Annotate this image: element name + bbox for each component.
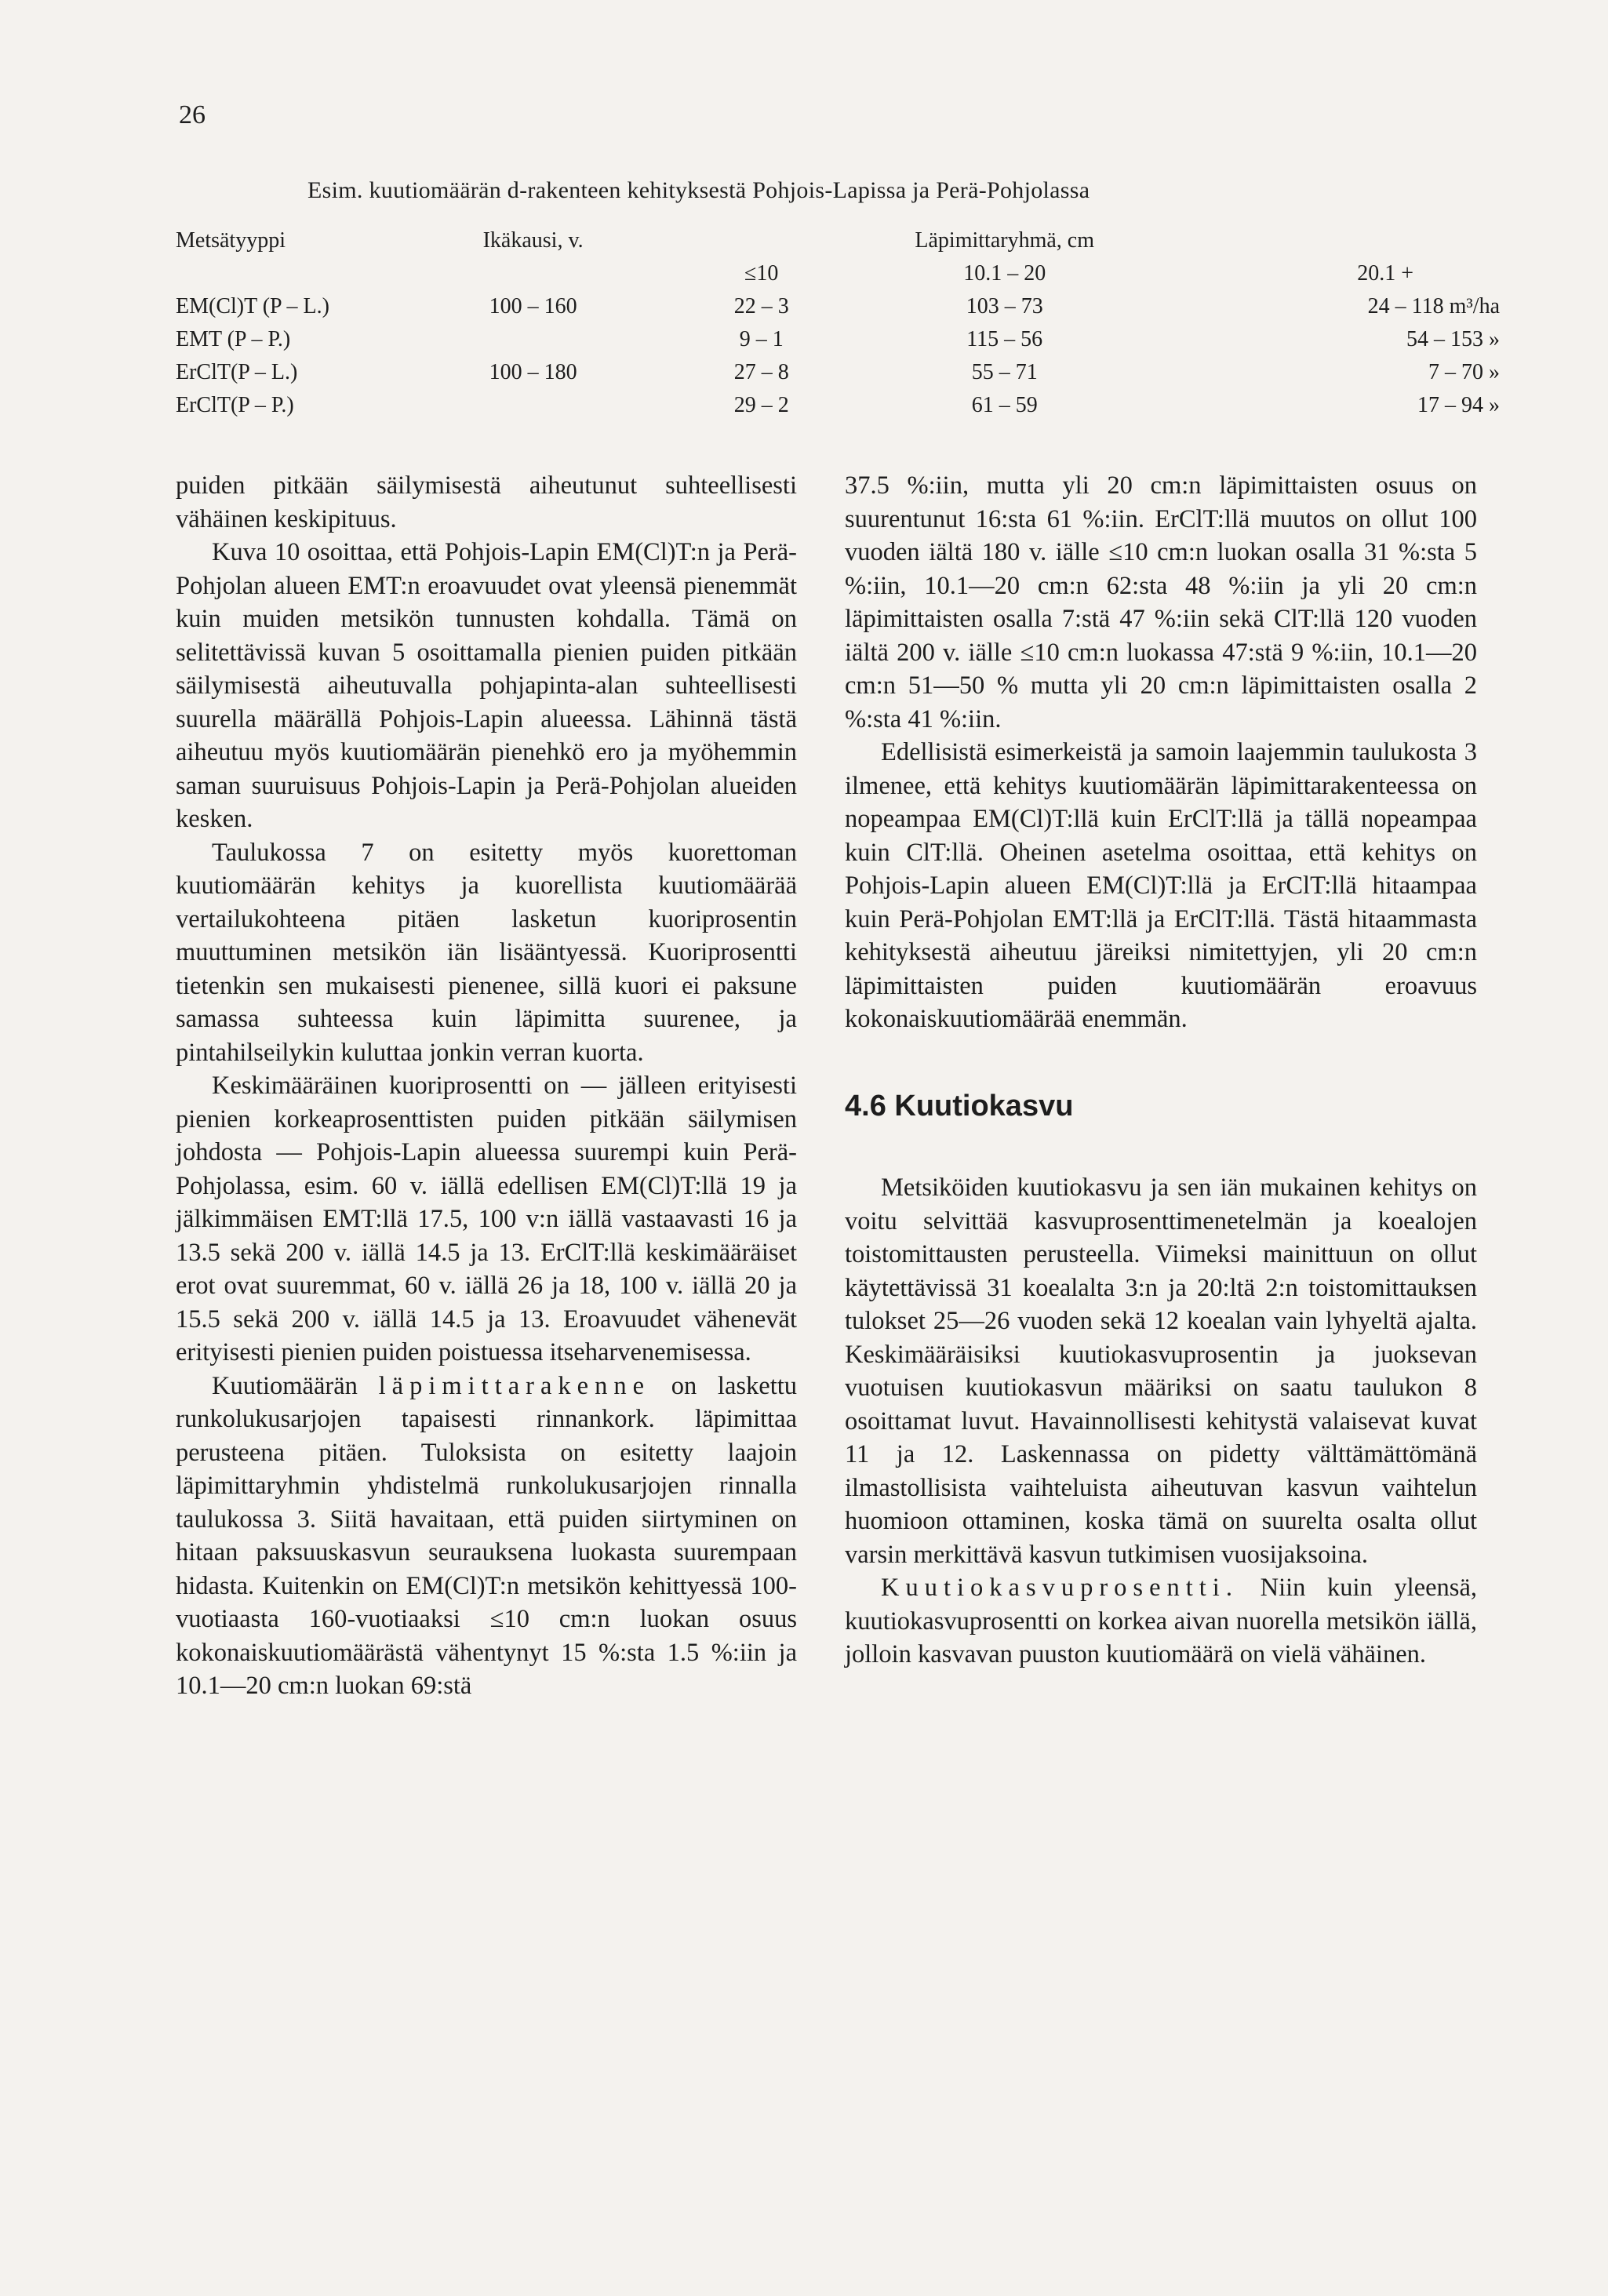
subheader-d2: 10.1 – 20 <box>963 261 1046 286</box>
section-heading: 4.6 Kuutiokasvu <box>845 1089 1074 1123</box>
header-diameter-group: Läpimittaryhmä, cm <box>915 228 1094 253</box>
spaced-term: läpimittarakenne <box>378 1371 651 1400</box>
row-d2: 115 – 56 <box>966 327 1043 351</box>
row-d1: 22 – 3 <box>733 294 789 318</box>
row-age <box>423 389 643 422</box>
row-d2: 55 – 71 <box>971 360 1038 384</box>
table-header-row <box>176 224 1500 257</box>
table-row <box>176 389 1500 422</box>
paragraph-body: Niin kuin yleensä, kuutiokasvuprosentti on korkea aivan nuorella metsikön iällä, jolloin kasvavan puuston kuutiomäärä on vielä vähäinen. <box>845 1574 1478 1668</box>
row-d3: 17 – 94 » <box>1417 393 1500 417</box>
table-row <box>176 290 1500 323</box>
paragraph: Kuva 10 osoittaa, että Pohjois-Lapin EM(Cl)T:n ja Perä-Pohjolan alueen EMT:n eroavuudet ovat yleensä pienemmät kuin muiden metsikön tunnusten kohdalla. Tämä on selitettävissä kuvan 5 osoittamalla pienien puiden pitkään säilymisestä aiheutuvalla pohjapinta-alan suhteellisesti suurella määrällä Pohjois-Lapin alueessa. Lähinnä tästä aiheutuu myös kuutiomäärän pienehkö ero ja myöhemmin saman suuruisuus Pohjois-Lapin ja Perä-Pohjolan alueiden kesken. <box>176 538 797 833</box>
paragraph: Keskimääräinen kuoriprosentti on — jälleen erityisesti pienien korkeaprosenttisten puiden pitkään säilymisen johdosta — Pohjois-Lapin alueessa suurempi kuin Perä-Pohjolassa, esim. 60 v. iällä edellisen EM(Cl)T:llä 19 ja jälkimmäisen EMT:llä 17.5, 100 v:n iällä vastaavasti 16 ja 13.5 sekä 200 v. iällä 14.5 ja 13. ErClT:llä keskimääräiset erot ovat suuremmat, 60 v. iällä 26 ja 18, 100 v. iällä 20 ja 15.5 sekä 200 v. iällä 14.5 ja 13. Eroavuudet vähenevät erityisesti pienien puiden poistuessa itseharvenemisessa. <box>176 1072 797 1366</box>
paragraph <box>845 1571 1477 1672</box>
row-age: 100 – 180 <box>489 360 577 384</box>
header-age-class: Ikäkausi, v. <box>482 228 584 253</box>
row-d2: 61 – 59 <box>971 393 1038 417</box>
subheader-d3: 20.1 + <box>1357 261 1413 286</box>
table-row <box>176 356 1500 389</box>
row-d1: 29 – 2 <box>733 393 789 417</box>
paragraph-body: on laskettu runkolukusarjojen tapaisesti rinnankork. läpimittaa perusteena pitäen. Tuloksista on esitetty laajoin läpimittaryhmin yhdistelmä runkolukusarjojen rinnalla taulukossa 3. Siitä havaitaan, että puiden siirtyminen on hitaan paksuuskasvun seurauksena luokasta suurempaan hidasta. Kuitenkin on EM(Cl)T:n metsikön kehittyessä 100-vuotiaasta 160-vuotiaaksi ≤10 cm:n luokan osuus kokonaiskuutiomäärästä vähentynyt 15 %:sta 1.5 %:iin ja 10.1—20 cm:n luokan 69:stä <box>176 1371 798 1700</box>
row-d1: 27 – 8 <box>733 360 789 384</box>
row-d3: 24 – 118 m³/ha <box>1367 294 1500 318</box>
row-d3: 54 – 153 » <box>1406 327 1500 351</box>
row-type: ErClT(P – L.) <box>176 360 298 384</box>
right-column <box>845 469 1477 1672</box>
paragraph: puiden pitkään säilymisestä aiheutunut suhteellisesti vähäinen keskipituus. <box>176 471 797 533</box>
row-age <box>423 323 643 356</box>
paragraph: Taulukossa 7 on esitetty myös kuorettoman kuutiomäärän kehitys ja kuorellista kuutiomäärää vertailukohteena pitäen lasketun kuoriprosentin muuttuminen metsikön iän lisääntyessä. Kuoriprosentti tietenkin sen mukaisesti pienenee, sillä kuori ei paksune samassa suhteessa kuin läpimitta suurenee, ja pintahilseilykin kuluttaa jonkin verran kuorta. <box>176 838 797 1067</box>
left-column <box>176 469 797 1703</box>
table-row <box>176 323 1500 356</box>
paragraph: 37.5 %:iin, mutta yli 20 cm:n läpimittaisten osuus on suurentunut 16:sta 61 %:iin. ErClT:llä muutos on ollut 100 vuoden iältä 180 v. iälle ≤10 cm:n luokan osalla 31 %:sta 5 %:iin, 10.1—20 cm:n 62:sta 48 %:iin ja yli 20 cm:n läpimittaisten osalla 7:stä 47 %:iin sekä ClT:llä 120 vuoden iältä 200 v. iälle ≤10 cm:n luokassa 47:stä 9 %:iin, 10.1—20 cm:n 51—50 % mutta yli 20 cm:n läpimittaisten osalla 2 %:sta 41 %:iin. <box>845 471 1477 733</box>
page-number: 26 <box>179 100 206 129</box>
row-d1: 9 – 1 <box>739 327 784 351</box>
row-age: 100 – 160 <box>489 294 577 318</box>
spaced-term: Kuutiokasvuprosentti. <box>881 1574 1239 1602</box>
development-table <box>176 224 1500 422</box>
paragraph: Edellisistä esimerkeistä ja samoin laajemmin taulukosta 3 ilmenee, että kehitys kuutiomäärän läpimittarakenteessa on nopeampaa EM(Cl)T:llä kuin ErClT:llä ja tällä nopeampaa kuin ClT:llä. Oheinen asetelma osoittaa, että kehitys on Pohjois-Lapin alueen EM(Cl)T:llä ja ErClT:llä hitaampaa kuin Perä-Pohjolan EMT:llä ja ErClT:llä. Tästä hitaammasta kehityksestä aiheutuu järeiksi nimitettyjen, yli 20 cm:n läpimittaisten puiden kuutiomäärän eroavuus kokonaiskuutiomäärää enemmän. <box>845 738 1477 1033</box>
table-caption: Esim. kuutiomäärän d-rakenteen kehityksestä Pohjois-Lapissa ja Perä-Pohjolassa <box>307 177 1090 203</box>
paragraph <box>176 1370 797 1703</box>
table-subheader-row <box>176 257 1500 290</box>
header-forest-type: Metsätyyppi <box>176 228 286 253</box>
paragraph: Metsiköiden kuutiokasvu ja sen iän mukainen kehitys on voitu selvittää kasvuprosenttimenetelmän ja koealojen toistomittausten perusteella. Viimeksi mainittuun on ollut käytettävissä 31 koealalta 3:n ja 20:ltä 2:n toistomittauksen tulokset 25—26 vuoden sekä 12 koealan vain lyhyeltä ajalta. Keskimääräisiksi kuutiokasvuprosentin ja juoksevan vuotuisen kuutiokasvun määriksi on saatu taulukon 8 osoittamat luvut. Havainnollisesti kehitystä valaisevat kuvat 11 ja 12. Laskennassa on pidetty välttämättömänä ilmastollisista vaihteluista aiheutuvan kasvun vaihtelun huomioon ottaminen, koska tämä on suurelta osalta ollut varsin merkittävä kasvun tutkimisen vuosijaksoina. <box>845 1173 1477 1569</box>
subheader-d1: ≤10 <box>744 261 779 286</box>
row-type: ErClT(P – P.) <box>176 393 294 417</box>
row-d3: 7 – 70 » <box>1428 360 1500 384</box>
row-type: EM(Cl)T (P – L.) <box>176 294 329 318</box>
row-d2: 103 – 73 <box>966 294 1043 318</box>
row-type: EMT (P – P.) <box>176 327 291 351</box>
paragraph-lead: Kuutiomäärän <box>212 1371 358 1400</box>
